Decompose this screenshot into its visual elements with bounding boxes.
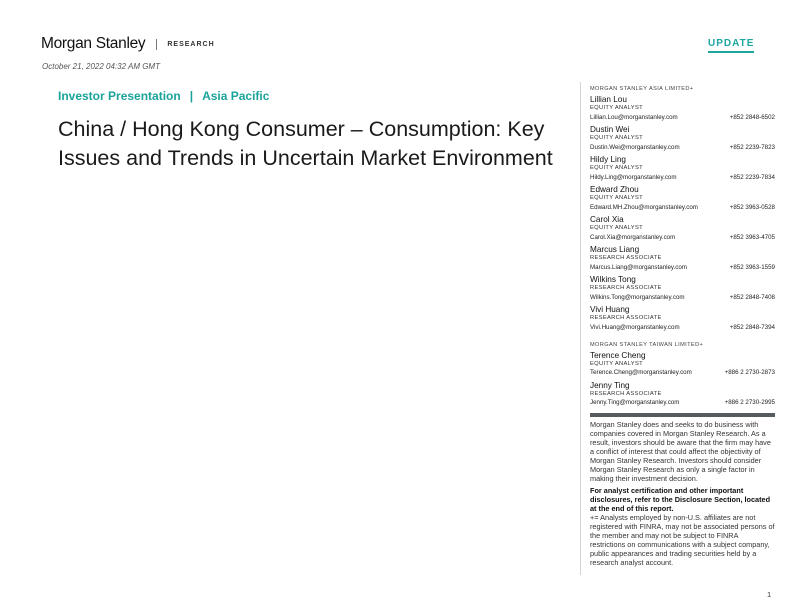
analyst-email-link[interactable]: Lillian.Lou@morganstanley.com [590, 113, 678, 121]
analyst-phone: +852 3963-1559 [729, 263, 775, 271]
analyst-phone: +852 2848-7394 [729, 323, 775, 331]
analyst-role: EQUITY ANALYST [590, 135, 643, 141]
analyst-card [590, 95, 775, 122]
update-badge: UPDATE [708, 38, 754, 53]
analyst-email-link[interactable]: Hildy.Ling@morganstanley.com [590, 173, 677, 181]
analyst-name: Lillian Lou [590, 95, 627, 104]
analyst-role: EQUITY ANALYST [590, 195, 643, 201]
analyst-card [590, 305, 775, 332]
finra-notice: += Analysts employed by non-U.S. affiliates are not registered with FINRA, may not be associated persons of the member and may not be subject to FINRA restrictions on communications with a subject company, public appearances and trading securities held by a research analyst account. [590, 513, 775, 567]
analyst-email-link[interactable]: Vivi.Huang@morganstanley.com [590, 323, 680, 331]
analyst-phone: +886 2 2730-2873 [724, 369, 775, 376]
analyst-name: Vivi Huang [590, 305, 630, 314]
morgan-stanley-logo: Morgan Stanley [41, 35, 146, 52]
analyst-role: RESEARCH ASSOCIATE [590, 285, 662, 291]
analyst-card [590, 125, 775, 152]
report-title: China / Hong Kong Consumer – Consumption: Key Issues and Trends in Uncertain Market Environment [58, 117, 553, 170]
analyst-name: Hildy Ling [590, 155, 626, 164]
analyst-email-link[interactable]: Terence.Cheng@morganstanley.com [590, 369, 692, 376]
analyst-name: Dustin Wei [590, 125, 630, 134]
analyst-card [590, 215, 775, 242]
analyst-card [590, 275, 775, 302]
analyst-email-link[interactable]: Marcus.Liang@morganstanley.com [590, 263, 687, 271]
analyst-phone: +852 2239-7834 [729, 173, 775, 181]
analyst-name: Wilkins Tong [590, 275, 636, 284]
analyst-card [590, 351, 775, 378]
analyst-role: RESEARCH ASSOCIATE [590, 315, 662, 321]
analyst-email-link[interactable]: Carol.Xia@morganstanley.com [590, 233, 676, 241]
analyst-role: EQUITY ANALYST [590, 225, 643, 231]
publish-timestamp: October 21, 2022 04:32 AM GMT [42, 62, 160, 71]
entity-asia: MORGAN STANLEY ASIA LIMITED+ [590, 86, 694, 92]
page-number: 1 [767, 590, 772, 599]
analyst-card [590, 381, 775, 408]
kicker-separator: | [189, 89, 194, 103]
analyst-role: EQUITY ANALYST [590, 360, 643, 367]
analyst-name: Marcus Liang [590, 245, 640, 254]
analyst-name: Terence Cheng [590, 350, 646, 360]
analyst-role: EQUITY ANALYST [590, 165, 643, 171]
analyst-email-link[interactable]: Wilkins.Tong@morganstanley.com [590, 293, 685, 301]
analyst-email-link[interactable]: Dustin.Wei@morganstanley.com [590, 143, 680, 151]
report-kicker [58, 89, 269, 103]
analyst-phone: +886 2 2730-2995 [724, 399, 775, 406]
analyst-role: EQUITY ANALYST [590, 105, 643, 111]
analyst-name: Carol Xia [590, 215, 624, 224]
analyst-phone: +852 2848-6502 [729, 113, 775, 121]
analyst-name: Edward Zhou [590, 185, 639, 194]
analyst-phone: +852 2848-7408 [729, 293, 775, 301]
report-region: Asia Pacific [202, 89, 270, 103]
brand-divider [156, 39, 157, 50]
report-type: Investor Presentation [58, 89, 181, 103]
brand-header [41, 35, 215, 53]
entity-taiwan: MORGAN STANLEY TAIWAN LIMITED+ [590, 341, 704, 348]
disclosure-notice: For analyst certification and other important disclosures, refer to the Disclosure Section, located at the end of this report. [590, 486, 771, 513]
analyst-card [590, 155, 775, 182]
analyst-phone: +852 2239-7823 [729, 143, 775, 151]
analyst-email-link[interactable]: Edward.MH.Zhou@morganstanley.com [590, 203, 698, 211]
analyst-card [590, 185, 775, 212]
analyst-phone: +852 3963-0528 [729, 203, 775, 211]
disclaimer-divider [590, 413, 775, 417]
business-disclaimer: Morgan Stanley does and seeks to do business with companies covered in Morgan Stanley Research. As a result, investors should be aware that the firm may have a conflict of interest that could affect the objectivity of Morgan Stanley Research. Investors should consider Morgan Stanley Research as only a single factor in making their investment decision. [590, 420, 771, 483]
analyst-card [590, 245, 775, 272]
analyst-name: Jenny Ting [590, 380, 630, 390]
analyst-sidebar [580, 82, 775, 575]
analyst-phone: +852 3963-4705 [729, 233, 775, 241]
analyst-role: RESEARCH ASSOCIATE [590, 255, 662, 261]
research-label: RESEARCH [167, 40, 215, 48]
analyst-role: RESEARCH ASSOCIATE [590, 390, 662, 397]
analyst-email-link[interactable]: Jenny.Ting@morganstanley.com [590, 399, 680, 406]
